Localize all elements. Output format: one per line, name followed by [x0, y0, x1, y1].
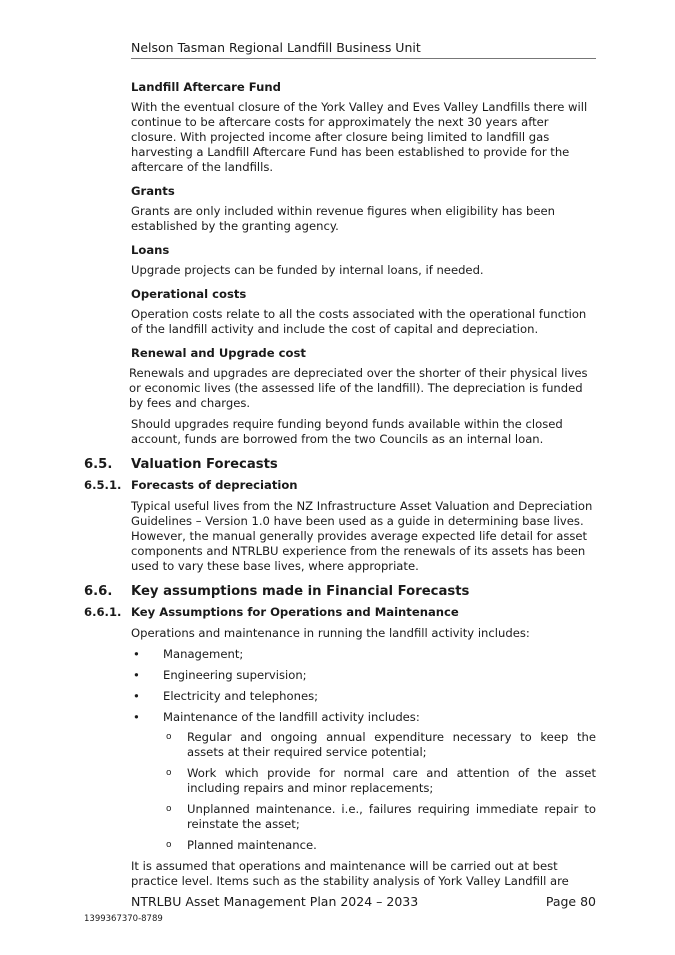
section-title: Valuation Forecasts [131, 457, 278, 472]
section-6-5 [84, 457, 596, 472]
paragraph-renewal-1: Renewals and upgrades are depreciated over the shorter of their physical lives or economic lives (the assessed life of the landfill). The depreciation is funded by fees and charges. [129, 366, 588, 410]
bullet-icon: • [133, 689, 140, 703]
heading-operational-costs: Operational costs [131, 287, 247, 301]
paragraph-depreciation: Typical useful lives from the NZ Infrastructure Asset Valuation and Depreciation Guidelines – Version 1.0 have been used as a guide in determining base lives. However, the manual generally provides average expected life detail for asset components and NTRLBU experience from the renewals of its assets has been used to vary these base lives, where appropriate. [131, 499, 593, 573]
bullet-list [131, 647, 596, 725]
bullet-icon: • [133, 710, 140, 724]
bullet-icon: • [133, 647, 140, 661]
sub-list-item: o Planned maintenance. [163, 838, 596, 853]
subsection-6-6-1 [84, 605, 596, 620]
circle-bullet-icon: o [166, 732, 172, 742]
sub-bullet-list [163, 730, 596, 853]
page-number: Page 80 [545, 894, 596, 909]
paragraph-operational-costs: Operation costs relate to all the costs associated with the operational function of the landfill activity and include the cost of capital and depreciation. [131, 307, 587, 336]
section-6-6 [84, 584, 596, 599]
list-item: • Electricity and telephones; [133, 689, 319, 703]
section-number: 6.6. [84, 584, 113, 599]
page-footer [131, 894, 596, 909]
subsection-number: 6.6.1. [84, 605, 122, 619]
subsection-title: Forecasts of depreciation [131, 478, 298, 492]
sub-list-item: o Unplanned maintenance. i.e., failures requiring immediate repair to reinstate the asset; [163, 802, 596, 832]
footer-doc-title: NTRLBU Asset Management Plan 2024 – 2033 [131, 894, 419, 909]
heading-renewal-upgrade-cost: Renewal and Upgrade cost [131, 346, 306, 360]
list-item: • Management; [133, 647, 244, 661]
sub-list-item: o Work which provide for normal care and attention of the asset including repairs and minor replacements; [163, 766, 596, 796]
paragraph-renewal-2: Should upgrades require funding beyond funds available within the closed account, funds are borrowed from the two Councils as an internal loan. [131, 417, 563, 446]
paragraph-grants: Grants are only included within revenue figures when eligibility has been established by the granting agency. [131, 204, 555, 233]
list-item: • Maintenance of the landfill activity includes: [133, 710, 420, 724]
circle-bullet-icon: o [166, 840, 172, 850]
page-header: Nelson Tasman Regional Landfill Business Unit [131, 40, 596, 59]
section-number: 6.5. [84, 457, 113, 472]
subsection-number: 6.5.1. [84, 478, 122, 492]
subsection-6-5-1 [84, 478, 596, 493]
section-title: Key assumptions made in Financial Forecasts [131, 584, 470, 599]
circle-bullet-icon: o [166, 768, 172, 778]
subsection-title: Key Assumptions for Operations and Maintenance [131, 605, 459, 619]
sub-list-item: o Regular and ongoing annual expenditure necessary to keep the assets at their required service potential; [163, 730, 596, 760]
heading-landfill-aftercare-fund: Landfill Aftercare Fund [131, 80, 281, 94]
heading-loans: Loans [131, 243, 170, 257]
bullet-icon: • [133, 668, 140, 682]
document-id: 1399367370-8789 [84, 914, 163, 924]
paragraph-om-intro: Operations and maintenance in running the landfill activity includes: [131, 626, 530, 640]
circle-bullet-icon: o [166, 804, 172, 814]
heading-grants: Grants [131, 184, 175, 198]
paragraph-aftercare-fund: With the eventual closure of the York Valley and Eves Valley Landfills there will continue to be aftercare costs for approximately the next 30 years after closure. With projected income after closure being limited to landfill gas harvesting a Landfill Aftercare Fund has been established to provide for the aftercare of the landfills. [131, 100, 588, 174]
paragraph-om-closing: It is assumed that operations and maintenance will be carried out at best practice level. Items such as the stability analysis of York Valley Landfill are [131, 859, 569, 888]
paragraph-loans: Upgrade projects can be funded by internal loans, if needed. [131, 263, 484, 277]
list-item: • Engineering supervision; [133, 668, 307, 682]
page-content [84, 80, 596, 895]
